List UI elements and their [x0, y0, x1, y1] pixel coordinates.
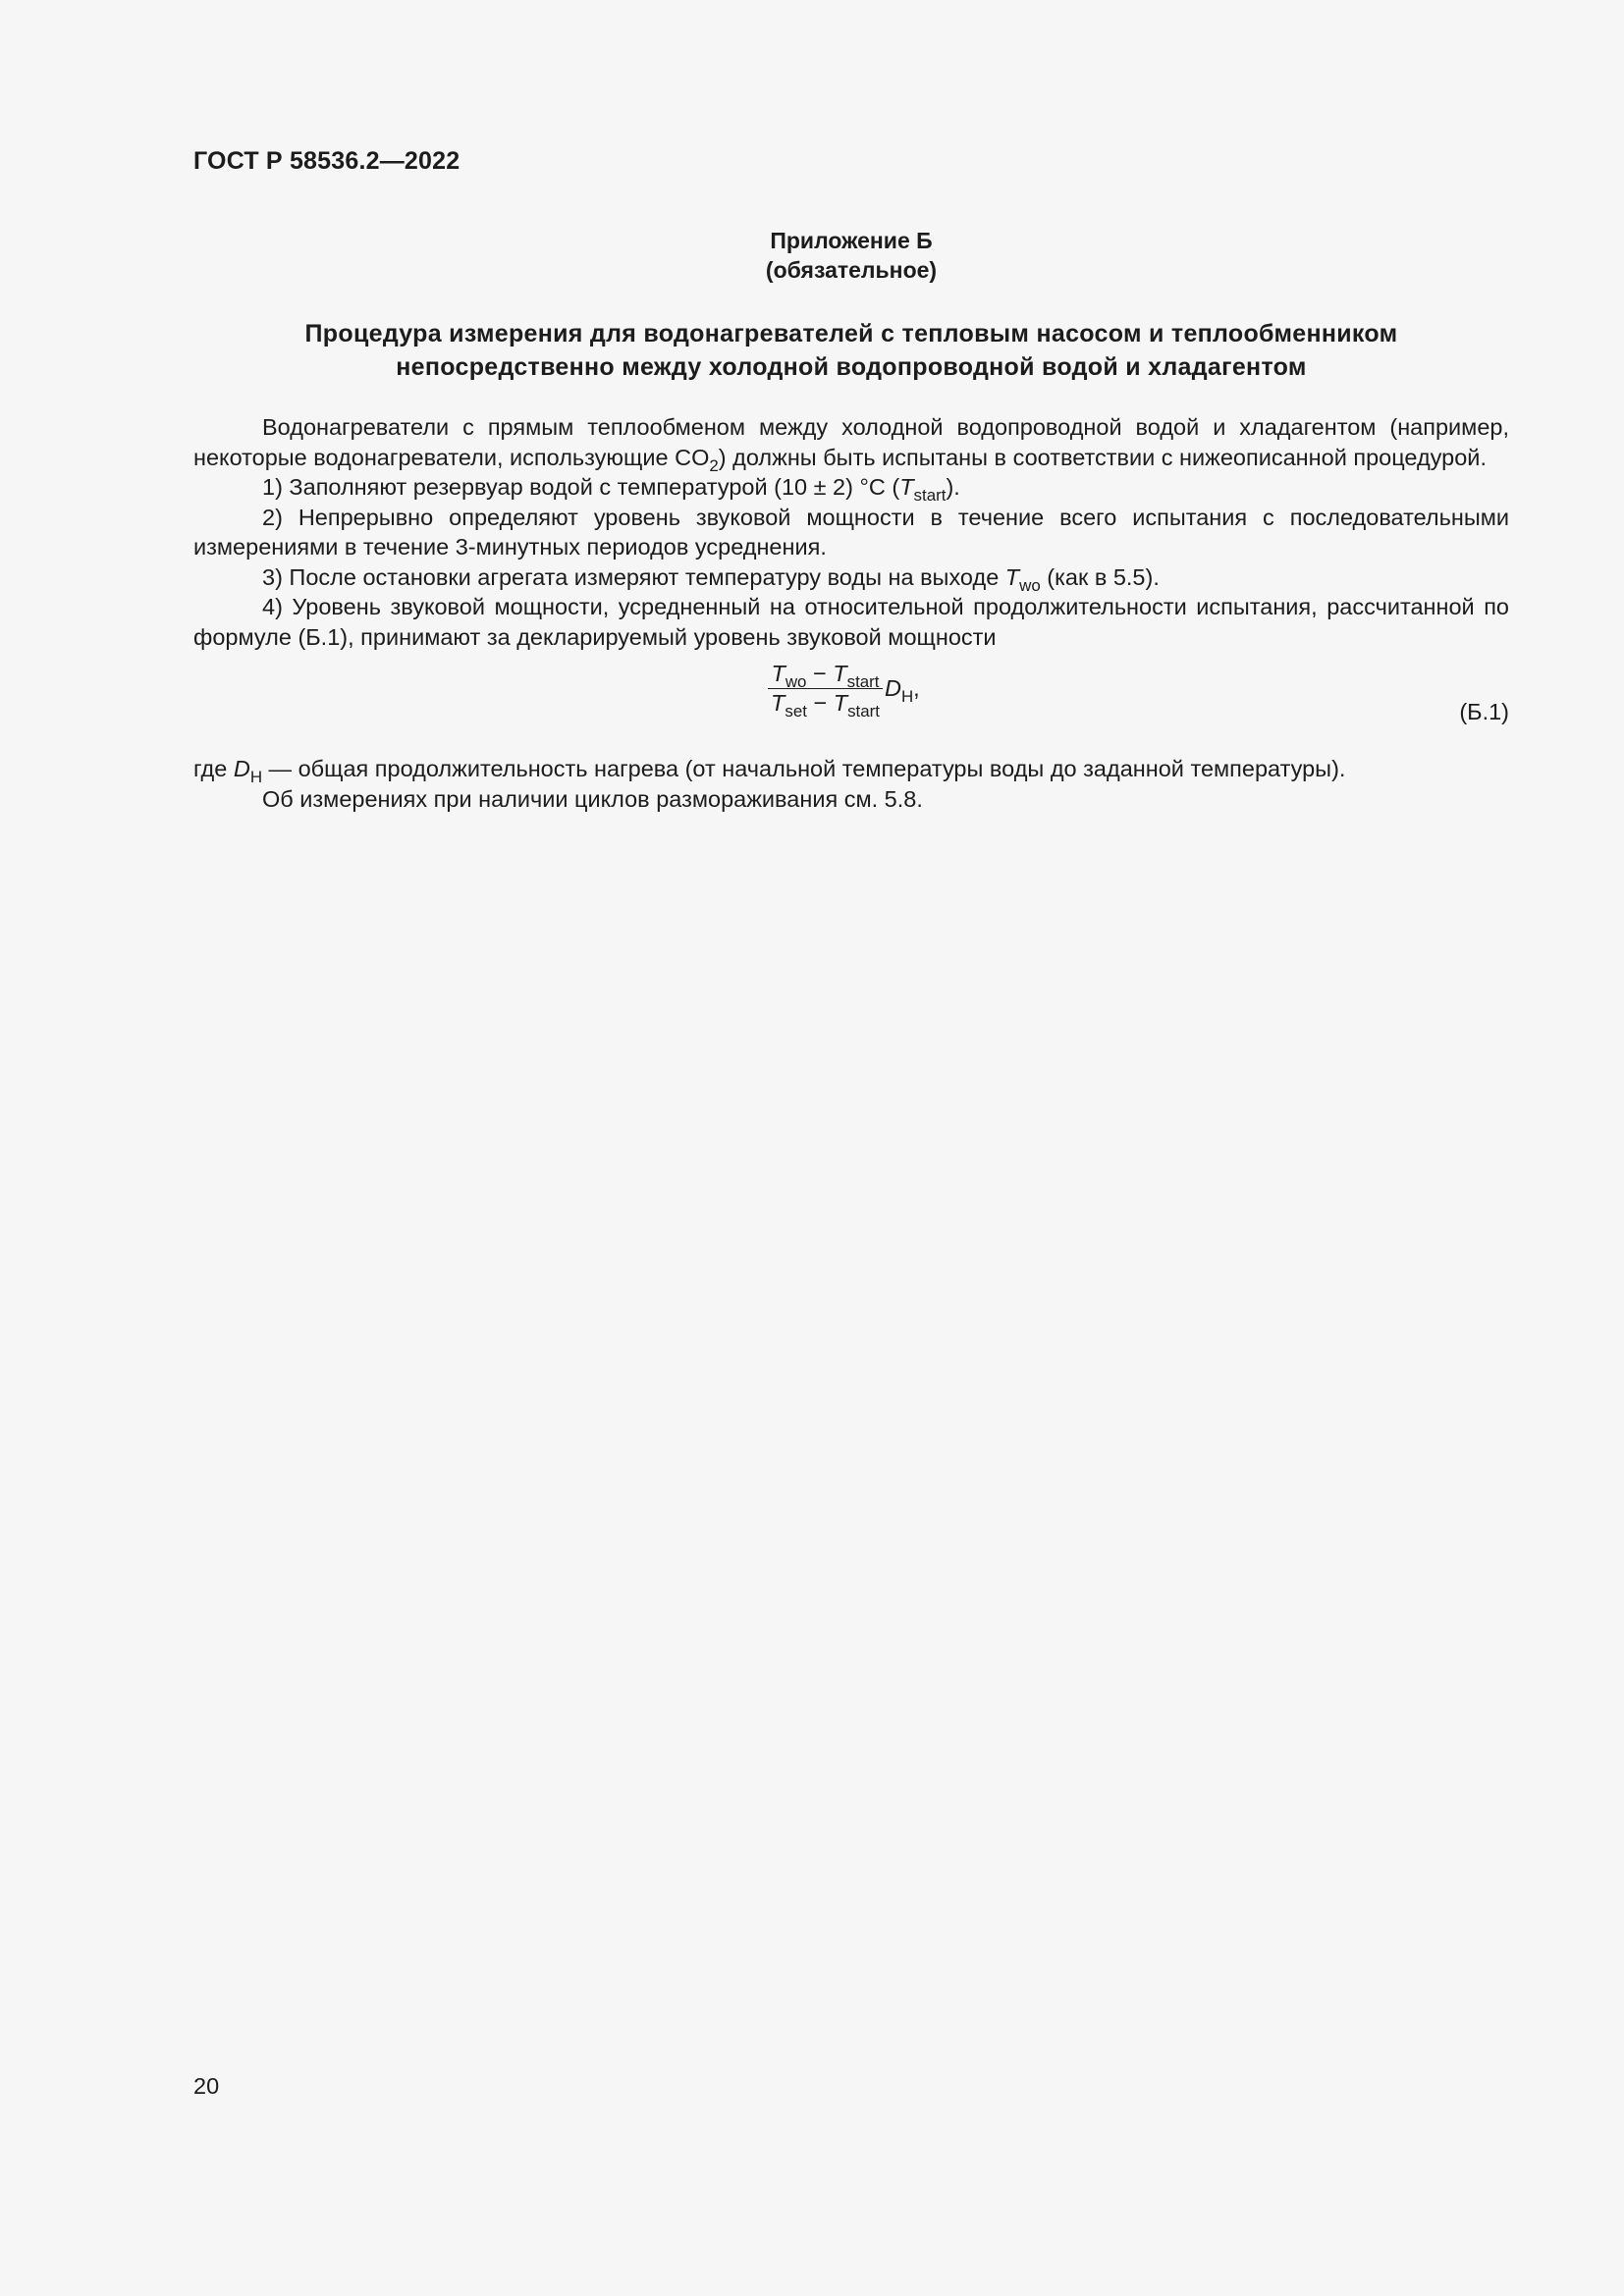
numerator-sub-1: wo	[785, 671, 807, 691]
step-3-text-end: (как в 5.5).	[1040, 563, 1160, 590]
step-3-variable: T	[1004, 563, 1020, 590]
step-1-variable: T	[899, 474, 914, 500]
section-title-line-2: непосредственно между холодной водопроводной водой и хладагентом	[396, 353, 1307, 381]
intro-text-a: Водонагреватели с прямым теплообменом между холодной водопроводной водой и хладагентом (например, некоторые водонагреватели, использующие CO	[193, 414, 1509, 470]
standard-designation: ГОСТ Р 58536.2—2022	[193, 147, 460, 175]
denominator-operator: −	[806, 690, 834, 716]
where-variable: D	[233, 756, 250, 781]
numerator-sub-2: start	[846, 671, 880, 691]
numerator-operator: −	[806, 661, 834, 686]
step-3-subscript: wo	[1019, 575, 1041, 595]
document-body	[193, 412, 1509, 814]
intro-subscript: 2	[709, 455, 719, 475]
formula-factor	[884, 673, 920, 707]
page-number: 20	[193, 2073, 220, 2099]
annex-title: Приложение Б	[770, 228, 933, 253]
denominator-sub-1: set	[785, 701, 807, 721]
intro-text-b: ) должны быть испытаны в соответствии с нижеописанной процедурой.	[718, 444, 1487, 470]
where-text-end: — общая продолжительность нагрева (от начальной температуры воды до заданной температуры).	[262, 756, 1346, 781]
numerator-var-2: T	[833, 661, 847, 686]
denominator-sub-2: start	[847, 701, 880, 721]
step-1-text: 1) Заполняют резервуар водой с температурой (10 ± 2) °С (	[262, 474, 900, 500]
step-3-text: 3) После остановки агрегата измеряют температуру воды на выходе	[262, 563, 1005, 590]
formula-number: (Б.1)	[1459, 699, 1509, 724]
step-3	[193, 562, 1509, 593]
numerator-var-1: T	[771, 661, 785, 686]
formula-trailing-comma: ,	[913, 675, 920, 702]
factor-variable: D	[884, 675, 901, 702]
step-1-text-end: ).	[946, 474, 960, 500]
formula-fraction	[768, 660, 883, 721]
annex-status: (обязательное)	[765, 257, 938, 283]
where-subscript: H	[249, 767, 263, 786]
section-title	[193, 317, 1509, 384]
denominator-var-2: T	[833, 690, 848, 716]
step-1-subscript: start	[913, 485, 947, 505]
where-text: где	[193, 756, 234, 781]
defrost-note: Об измерениях при наличии циклов размораживания см. 5.8.	[262, 785, 923, 812]
step-2: 2) Непрерывно определяют уровень звуковой мощности в течение всего испытания с последовательными измерениями в течение 3-минутных периодов усреднения.	[193, 504, 1509, 560]
factor-subscript: H	[900, 687, 914, 707]
section-title-line-1: Процедура измерения для водонагревателей с тепловым насосом и теплообменником	[304, 320, 1398, 347]
step-4: 4) Уровень звуковой мощности, усредненный на относительной продолжительности испытания, рассчитанной по формуле (Б.1), принимают за декларируемый уровень звуковой мощности	[193, 594, 1509, 650]
annex-heading	[193, 226, 1509, 285]
formula	[768, 660, 920, 721]
formula-numerator	[768, 660, 882, 691]
where-clause	[193, 754, 1509, 784]
denominator-var-1: T	[771, 690, 785, 716]
step-1	[193, 472, 1509, 503]
formula-denominator	[768, 688, 883, 721]
formula-block	[193, 652, 1509, 754]
intro-paragraph	[193, 412, 1509, 475]
